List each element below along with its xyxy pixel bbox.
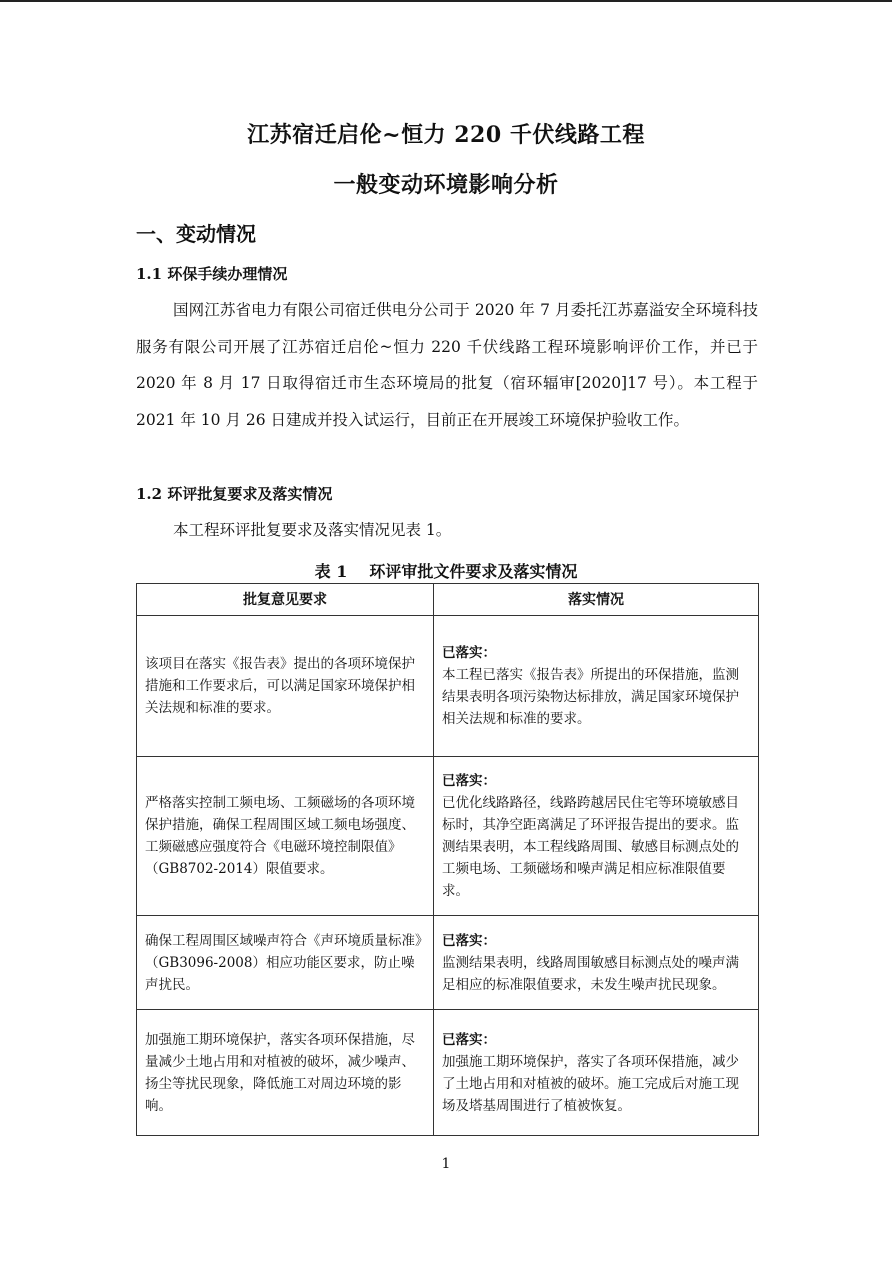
requirement-text: 严格落实控制工频电场、工频磁场的各项环境保护措施，确保工程周围区域工频电场强度、工频磁感应强度符合《电磁环境控制限值》（GB8702-2014）限值要求。 [145, 795, 415, 877]
table-caption-title: 环评审批文件要求及落实情况 [369, 562, 578, 581]
requirements-table [136, 583, 759, 1136]
paragraph-1-2: 本工程环评批复要求及落实情况见表 1。 [173, 521, 452, 539]
status-label: 已落实： [442, 773, 496, 789]
implementation-cell [434, 1010, 759, 1136]
requirement-text: 加强施工期环境保护，落实各项环保措施，尽量减少土地占用和对植被的破坏，减少噪声、扬尘等扰民现象，降低施工对周边环境的影响。 [145, 1031, 415, 1114]
requirement-cell [137, 616, 434, 757]
implementation-cell [434, 916, 759, 1010]
implementation-text: 监测结果表明，线路周围敏感目标测点处的噪声满足相应的标准限值要求，未发生噪声扰民现象。 [442, 954, 739, 993]
requirement-text: 确保工程周围区域噪声符合《声环境质量标准》（GB3096-2008）相应功能区要求，防止噪声扰民。 [145, 932, 422, 993]
document-subtitle: 一般变动环境影响分析 [333, 172, 559, 198]
status-label: 已落实： [442, 645, 496, 661]
table-row [137, 757, 759, 916]
table-row [137, 1010, 759, 1136]
implementation-text: 加强施工期环境保护，落实了各项环保措施，减少了土地占用和对植被的破坏。施工完成后对施工现场及塔基周围进行了植被恢复。 [442, 1053, 739, 1114]
table-caption-label: 表 1 [314, 562, 348, 581]
header-requirement: 批复意见要求 [137, 584, 434, 616]
status-label: 已落实： [442, 932, 496, 949]
table-row [137, 616, 759, 757]
table-header-row [137, 584, 759, 616]
document-title: 江苏宿迁启伦~恒力 220 千伏线路工程 [247, 122, 645, 148]
requirement-text: 该项目在落实《报告表》提出的各项环境保护措施和工作要求后，可以满足国家环境保护相关法规和标准的要求。 [145, 656, 415, 716]
table-caption [0, 559, 892, 582]
implementation-text: 本工程已落实《报告表》所提出的环保措施，监测结果表明各项污染物达标排放，满足国家环境保护相关法规和标准的要求。 [442, 667, 739, 727]
subsection-heading-1-1: 1.1 环保手续办理情况 [136, 265, 288, 283]
section-heading: 一、变动情况 [136, 222, 256, 246]
header-implementation: 落实情况 [434, 584, 759, 616]
table-row [137, 916, 759, 1010]
requirement-cell [137, 1010, 434, 1136]
paragraph-1-1: 国网江苏省电力有限公司宿迁供电分公司于 2020 年 7 月委托江苏嘉溢安全环境科技服务有限公司开展了江苏宿迁启伦~恒力 220 千伏线路工程环境影响评价工作，并已于 2020 年 8 月 17 日取得宿迁市生态环境局的批复（宿环辐审[2020]17 号）。本工程于 2021 年 10 月 26 日建成并投入试运行，目前正在开展竣工环境保护验收工作。 [136, 301, 758, 429]
implementation-text: 已优化线路路径，线路跨越居民住宅等环境敏感目标时，其净空距离满足了环评报告提出的要求。监测结果表明，本工程线路周围、敏感目标测点处的工频电场、工频磁场和噪声满足相应标准限值要求。 [442, 795, 739, 899]
implementation-cell [434, 616, 759, 757]
implementation-cell [434, 757, 759, 916]
subsection-heading-1-2: 1.2 环评批复要求及落实情况 [136, 485, 333, 503]
requirement-cell [137, 916, 434, 1010]
status-label: 已落实： [442, 1031, 496, 1048]
requirement-cell [137, 757, 434, 916]
page-number: 1 [441, 1156, 451, 1172]
page-top-border [0, 0, 892, 2]
